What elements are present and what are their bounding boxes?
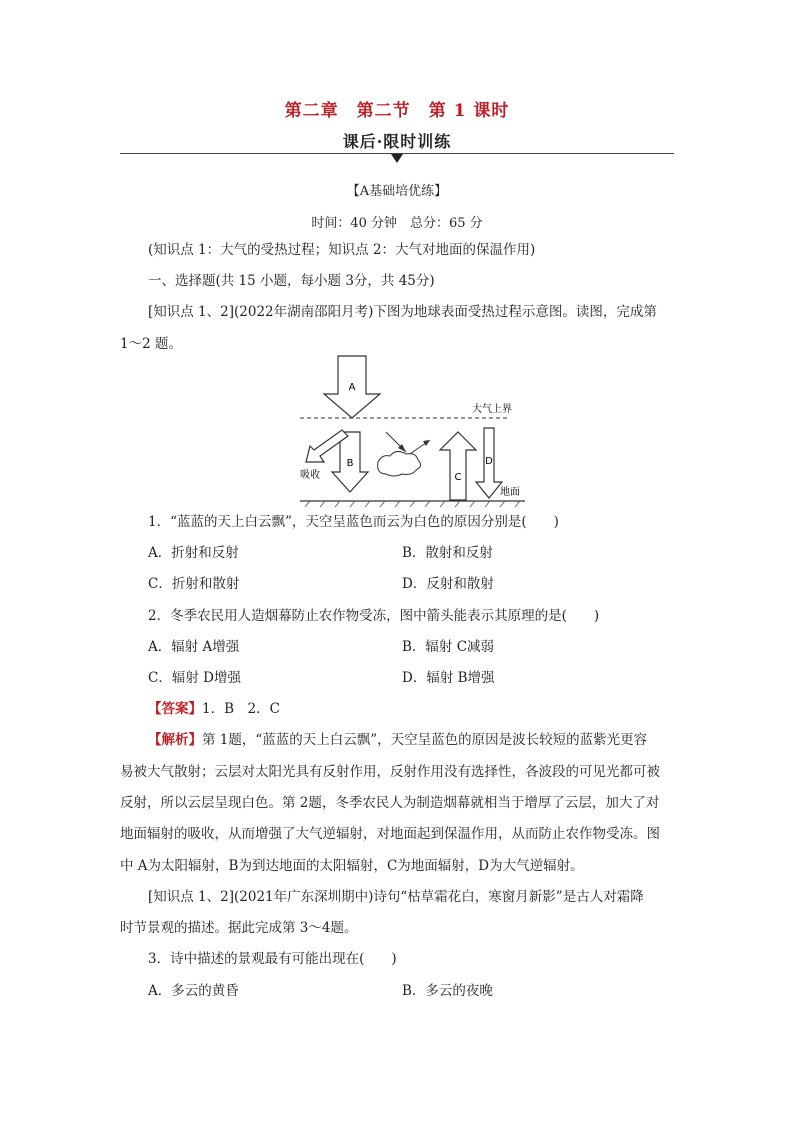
analysis-text1: 第 1题，“蓝蓝的天上白云飘”，天空呈蓝色的原因是波长较短的蓝紫光更容 [202, 732, 648, 748]
ground-label: 地面 [500, 487, 520, 498]
ground-hatch [305, 501, 520, 507]
analysis-line2: 易被大气散射；云层对太阳光具有反射作用，反射作用没有选择性，各波段的可见光都可被 [120, 764, 660, 780]
q1-stem: 1．“蓝蓝的天上白云飘”，天空呈蓝色而云为白色的原因分别是( ) [148, 514, 559, 530]
answer-text: 1．B 2．C [202, 701, 280, 717]
intro1-line1: [知识点 1、2](2022年湖南邵阳月考)下图为地球表面受热过程示意图。读图，完成第 [148, 304, 657, 320]
intro1-line2: 1～2 题。 [120, 336, 182, 352]
q2-option-a: A．辐射 A增强 [148, 639, 240, 655]
analysis-line1 [148, 730, 647, 750]
time-info: 时间：40 分钟 总分：65 分 [311, 216, 483, 231]
knowledge-points: (知识点 1：大气的受热过程；知识点 2：大气对地面的保温作用) [148, 242, 536, 258]
analysis-line4: 地面辐射的吸收，从而增强了大气逆辐射，对地面起到保温作用，从而防止农作物受冻。图 [120, 826, 660, 842]
intro2-line1: [知识点 1、2](2021年广东深圳期中)诗句“枯草霜花白，寒窗月新影”是古人对霜降 [148, 889, 644, 905]
q3-option-b: B．多云的夜晚 [402, 983, 493, 999]
section-heading: 一、选择题(共 15 小题，每小题 3分，共 45分) [148, 273, 435, 289]
q1-option-b: B．散射和反射 [402, 545, 493, 561]
arrow-d-label: D [485, 456, 493, 467]
absorb-label: 吸收 [300, 470, 320, 481]
answer-label: 【答案】 [148, 701, 202, 717]
section-label: 【A基础培优练】 [346, 184, 448, 199]
analysis-line5: 中 A为太阳辐射，B为到达地面的太阳辐射，C为地面辐射，D为大气逆辐射。 [120, 858, 584, 874]
answer-line [148, 699, 280, 719]
q1-option-a: A．折射和反射 [148, 545, 239, 561]
analysis-label: 【解析】 [148, 732, 202, 748]
arrow-c-label: C [454, 472, 462, 483]
arrow-c-ground-radiation [440, 432, 476, 500]
page-subtitle: 课后·限时训练 [342, 132, 452, 151]
page-title: 第二章 第二节 第 1 课时 [284, 101, 510, 121]
arrow-b-label: B [346, 458, 354, 469]
intro2-line2: 时节景观的描述。据此完成第 3～4题。 [120, 920, 358, 936]
q3-option-a: A．多云的黄昏 [148, 983, 239, 999]
q2-stem: 2．冬季农民用人造烟幕防止农作物受冻，图中箭头能表示其原理的是( ) [148, 608, 600, 624]
q3-stem: 3．诗中描述的景观最有可能出现在( ) [148, 951, 397, 967]
q2-option-d: D．辐射 B增强 [402, 670, 495, 686]
cloud-icon [378, 451, 421, 476]
heating-process-diagram [280, 352, 540, 508]
q1-option-d: D．反射和散射 [402, 576, 494, 592]
q2-option-b: B．辐射 C减弱 [402, 639, 495, 655]
atmosphere-top-label: 大气上界 [472, 404, 512, 415]
q1-option-c: C．折射和散射 [148, 576, 240, 592]
divider-triangle-icon [391, 154, 403, 163]
arrow-a-label: A [348, 382, 356, 393]
q2-option-c: C．辐射 D增强 [148, 670, 241, 686]
analysis-line3: 反射，所以云层呈现白色。第 2题，冬季农民人为制造烟幕就相当于增厚了云层，加大了对 [120, 795, 660, 811]
